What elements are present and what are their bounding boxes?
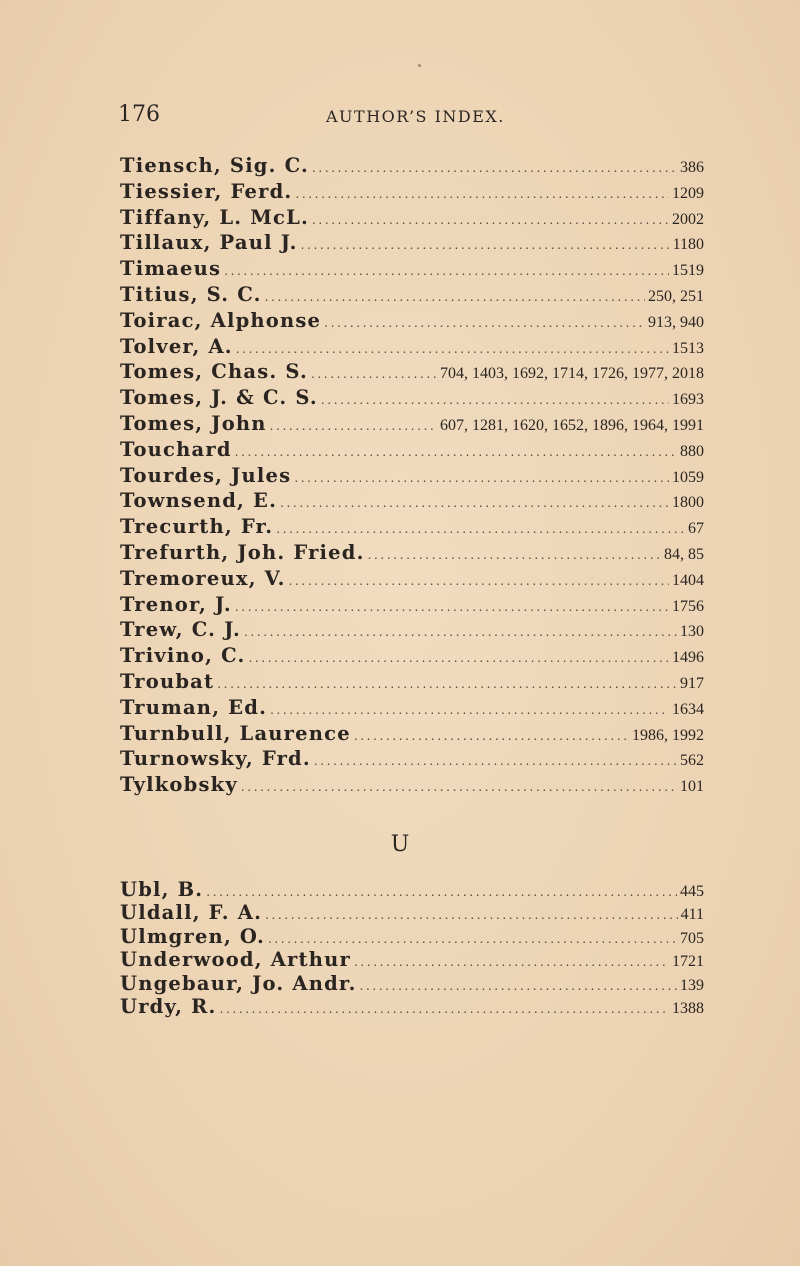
page-references: 917 bbox=[680, 674, 704, 692]
page-references: 607, 1281, 1620, 1652, 1896, 1964, 1991 bbox=[440, 416, 704, 434]
page-references: 1800 bbox=[672, 494, 704, 512]
author-name: Tiensch, Sig. C. bbox=[120, 154, 309, 177]
dot-leader bbox=[301, 238, 670, 252]
index-entry bbox=[120, 335, 704, 361]
running-head: AUTHOR’S INDEX. bbox=[326, 107, 505, 126]
page-references: 1209 bbox=[672, 184, 704, 202]
page-references: 880 bbox=[680, 442, 704, 460]
author-name: Tiffany, L. McL. bbox=[120, 205, 309, 229]
index-entry bbox=[120, 722, 704, 748]
author-name: Toirac, Alphonse bbox=[120, 308, 322, 332]
author-name: Trivino, C. bbox=[120, 644, 246, 668]
page-references: 130 bbox=[680, 623, 704, 641]
paper-speck bbox=[418, 64, 421, 67]
index-entry bbox=[120, 618, 704, 644]
page-references: 1180 bbox=[672, 236, 704, 254]
author-name: Titius, S. C. bbox=[120, 282, 262, 306]
author-name: Tremoreux, V. bbox=[120, 566, 286, 590]
page-references: 1519 bbox=[672, 262, 704, 280]
dot-leader bbox=[314, 754, 677, 768]
index-entry bbox=[120, 309, 704, 335]
page-references: 1388 bbox=[672, 999, 704, 1017]
index-entry bbox=[120, 644, 704, 670]
dot-leader bbox=[270, 419, 437, 433]
dot-leader bbox=[236, 342, 669, 356]
dot-leader bbox=[321, 393, 669, 407]
index-entry bbox=[120, 995, 704, 1018]
author-name: Urdy, R. bbox=[120, 994, 217, 1018]
page-references: 1404 bbox=[672, 571, 704, 589]
index-entry bbox=[120, 925, 704, 948]
page-references: 250, 251 bbox=[648, 287, 704, 305]
dot-leader bbox=[312, 161, 677, 175]
dot-leader bbox=[265, 908, 678, 922]
dot-leader bbox=[224, 264, 669, 278]
index-entry bbox=[120, 489, 704, 515]
index-entry bbox=[120, 948, 704, 971]
section-letter-u: U bbox=[390, 832, 410, 857]
dot-leader bbox=[220, 1002, 669, 1016]
page-references: 2002 bbox=[672, 210, 704, 228]
author-name: Ulmgren, O. bbox=[120, 924, 265, 948]
dot-leader bbox=[217, 677, 677, 691]
dot-leader bbox=[268, 932, 677, 946]
index-entry bbox=[120, 593, 704, 619]
author-name: Tomes, J. & C. S. bbox=[120, 386, 318, 410]
page-references: 84, 85 bbox=[664, 545, 704, 563]
dot-leader bbox=[265, 290, 645, 304]
dot-leader bbox=[360, 979, 677, 993]
page-references: 1986, 1992 bbox=[632, 726, 704, 744]
page-references: 1513 bbox=[672, 339, 704, 357]
dot-leader bbox=[280, 496, 669, 510]
author-name: Tiessier, Ferd. bbox=[120, 179, 293, 203]
index-entry bbox=[120, 567, 704, 593]
page-header bbox=[118, 100, 704, 134]
author-name: Tylkobsky bbox=[120, 773, 238, 797]
dot-leader bbox=[289, 574, 669, 588]
dot-leader bbox=[276, 522, 685, 536]
dot-leader bbox=[368, 548, 661, 562]
index-entry bbox=[120, 747, 704, 773]
author-name: Tomes, Chas. S. bbox=[120, 360, 308, 384]
author-name: Tillaux, Paul J. bbox=[120, 231, 298, 255]
index-entry bbox=[120, 901, 704, 924]
index-entry bbox=[120, 515, 704, 541]
dot-leader bbox=[354, 729, 629, 743]
index-section-t bbox=[120, 154, 704, 799]
index-entry bbox=[120, 972, 704, 995]
author-name: Tourdes, Jules bbox=[120, 463, 292, 487]
dot-leader bbox=[235, 600, 669, 614]
dot-leader bbox=[206, 885, 677, 899]
dot-leader bbox=[241, 780, 677, 794]
author-name: Tolver, A. bbox=[120, 334, 233, 358]
dot-leader bbox=[270, 703, 669, 717]
dot-leader bbox=[235, 445, 677, 459]
index-entry bbox=[120, 283, 704, 309]
index-entry bbox=[120, 257, 704, 283]
page-references: 562 bbox=[680, 752, 704, 770]
index-entry bbox=[120, 438, 704, 464]
index-entry bbox=[120, 154, 704, 180]
author-name: Trecurth, Fr. bbox=[120, 515, 274, 539]
dot-leader bbox=[244, 625, 677, 639]
index-entry bbox=[120, 878, 704, 901]
author-name: Trenor, J. bbox=[120, 592, 232, 616]
page-references: 1721 bbox=[672, 953, 704, 971]
index-entry bbox=[120, 231, 704, 257]
page-references: 67 bbox=[688, 520, 704, 538]
dot-leader bbox=[294, 471, 669, 485]
index-section-u bbox=[120, 878, 704, 1018]
author-name: Timaeus bbox=[120, 257, 222, 281]
page-references: 1496 bbox=[672, 649, 704, 667]
author-name: Troubat bbox=[120, 669, 215, 693]
dot-leader bbox=[354, 955, 669, 969]
page-references: 386 bbox=[680, 159, 704, 176]
page-references: 1756 bbox=[672, 597, 704, 615]
page-references: 1634 bbox=[672, 700, 704, 718]
index-entry bbox=[120, 180, 704, 206]
dot-leader bbox=[248, 651, 669, 665]
author-name: Trefurth, Joh. Fried. bbox=[120, 540, 365, 564]
page-references: 1059 bbox=[672, 468, 704, 486]
author-name: Underwood, Arthur bbox=[120, 948, 351, 972]
index-entry bbox=[120, 773, 704, 799]
page-references: 705 bbox=[680, 929, 704, 947]
page-number: 176 bbox=[118, 102, 160, 127]
index-entry bbox=[120, 696, 704, 722]
author-name: Townsend, E. bbox=[120, 489, 278, 513]
page-references: 411 bbox=[680, 906, 704, 924]
index-entry bbox=[120, 360, 704, 386]
dot-leader bbox=[324, 316, 645, 330]
author-name: Turnowsky, Frd. bbox=[120, 747, 311, 771]
author-name: Tomes, John bbox=[120, 411, 267, 435]
index-entry bbox=[120, 412, 704, 438]
dot-leader bbox=[311, 367, 437, 381]
dot-leader bbox=[312, 213, 669, 227]
index-entry bbox=[120, 464, 704, 490]
index-entry bbox=[120, 670, 704, 696]
index-entry bbox=[120, 206, 704, 232]
dot-leader bbox=[295, 187, 669, 201]
author-name: Turnbull, Laurence bbox=[120, 721, 351, 745]
page-references: 445 bbox=[680, 883, 704, 900]
page-references: 139 bbox=[680, 976, 704, 994]
page-references: 1693 bbox=[672, 391, 704, 409]
author-name: Trew, C. J. bbox=[120, 618, 242, 642]
index-entry bbox=[120, 541, 704, 567]
page-references: 913, 940 bbox=[648, 313, 704, 331]
author-name: Uldall, F. A. bbox=[120, 901, 263, 925]
author-name: Ungebaur, Jo. Andr. bbox=[120, 971, 357, 995]
author-name: Touchard bbox=[120, 437, 232, 461]
author-name: Truman, Ed. bbox=[120, 695, 268, 719]
page-references: 101 bbox=[680, 778, 704, 796]
author-name: Ubl, B. bbox=[120, 878, 204, 901]
page-references: 704, 1403, 1692, 1714, 1726, 1977, 2018 bbox=[440, 365, 704, 383]
index-entry bbox=[120, 386, 704, 412]
